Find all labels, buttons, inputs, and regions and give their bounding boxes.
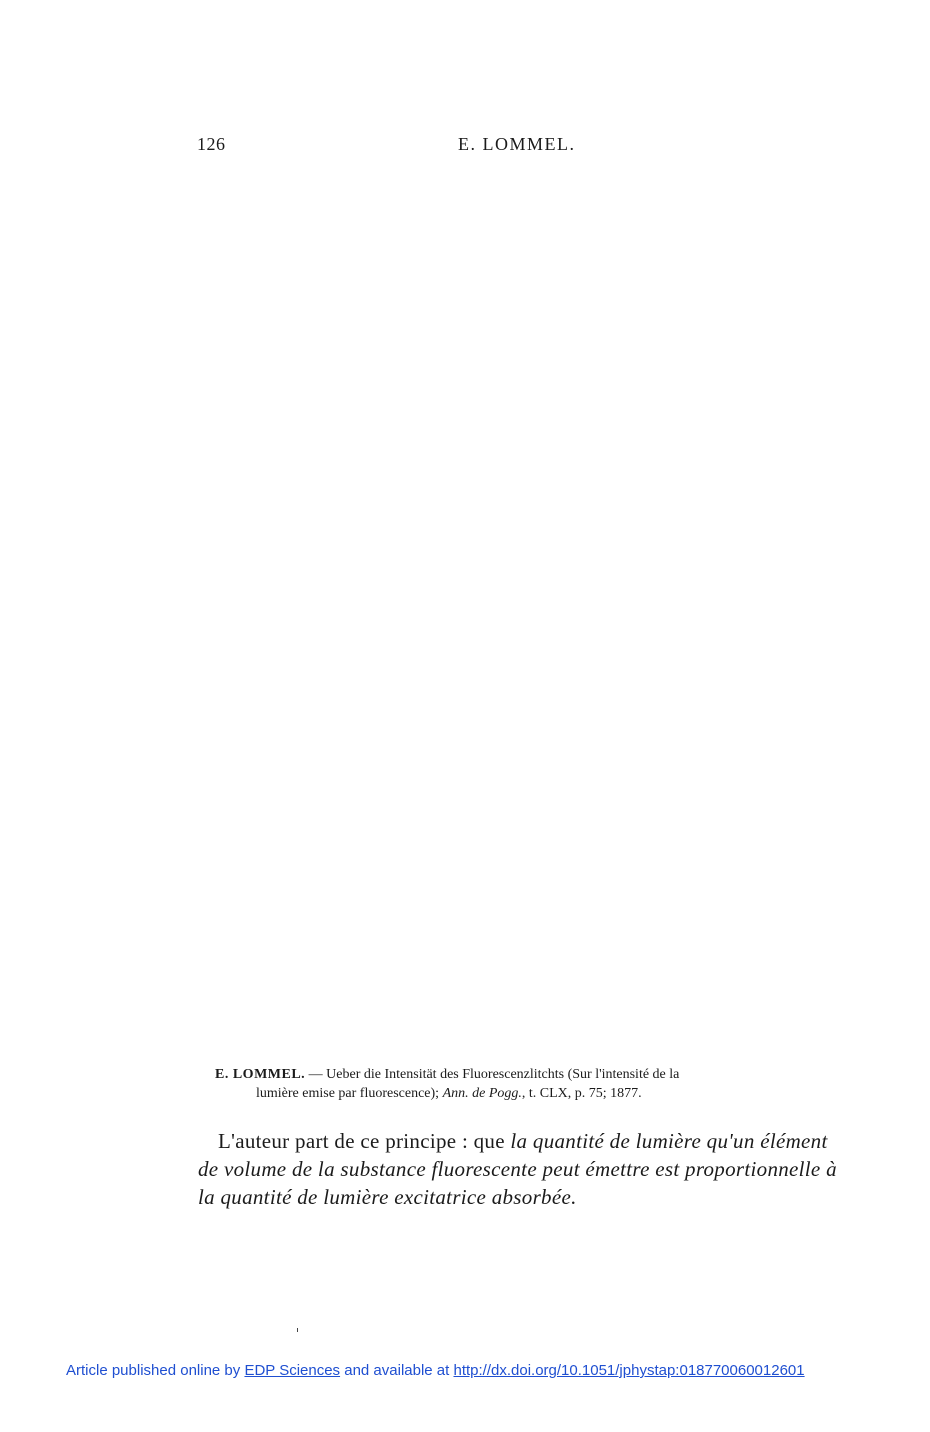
- doi-link[interactable]: http://dx.doi.org/10.1051/jphystap:018770060012601: [453, 1362, 805, 1379]
- page-number: 126: [197, 134, 226, 154]
- reference-author: E. LOMMEL.: [215, 1067, 306, 1082]
- reference-citation: [215, 1065, 845, 1103]
- reference-title-part1: Ueber die Intensität des Fluorescenzlitchts (Sur l'intensité de la: [326, 1067, 680, 1082]
- body-emphasis: la quantité de lumière qu'un élément de volume de la substance fluorescente peut émettre est proportionnelle à la quantité de lumière excitatrice absorbée.: [198, 1129, 837, 1209]
- body-intro: L'auteur part de ce principe : que: [218, 1129, 511, 1153]
- running-title: E. LOMMEL.: [458, 134, 576, 154]
- reference-details: , t. CLX, p. 75; 1877.: [521, 1086, 642, 1101]
- reference-journal: Ann. de Pogg.: [442, 1086, 522, 1101]
- footer-middle: and available at: [340, 1362, 454, 1379]
- publisher-link[interactable]: EDP Sciences: [244, 1362, 341, 1379]
- footer-prefix: Article published online by: [66, 1362, 245, 1379]
- body-paragraph: [198, 1127, 853, 1211]
- footer-notice: [66, 1362, 805, 1379]
- stray-mark: [297, 1328, 298, 1332]
- reference-dash: —: [305, 1067, 327, 1082]
- reference-title-part2: lumière emise par fluorescence);: [256, 1086, 440, 1101]
- reference-line2: [215, 1084, 845, 1103]
